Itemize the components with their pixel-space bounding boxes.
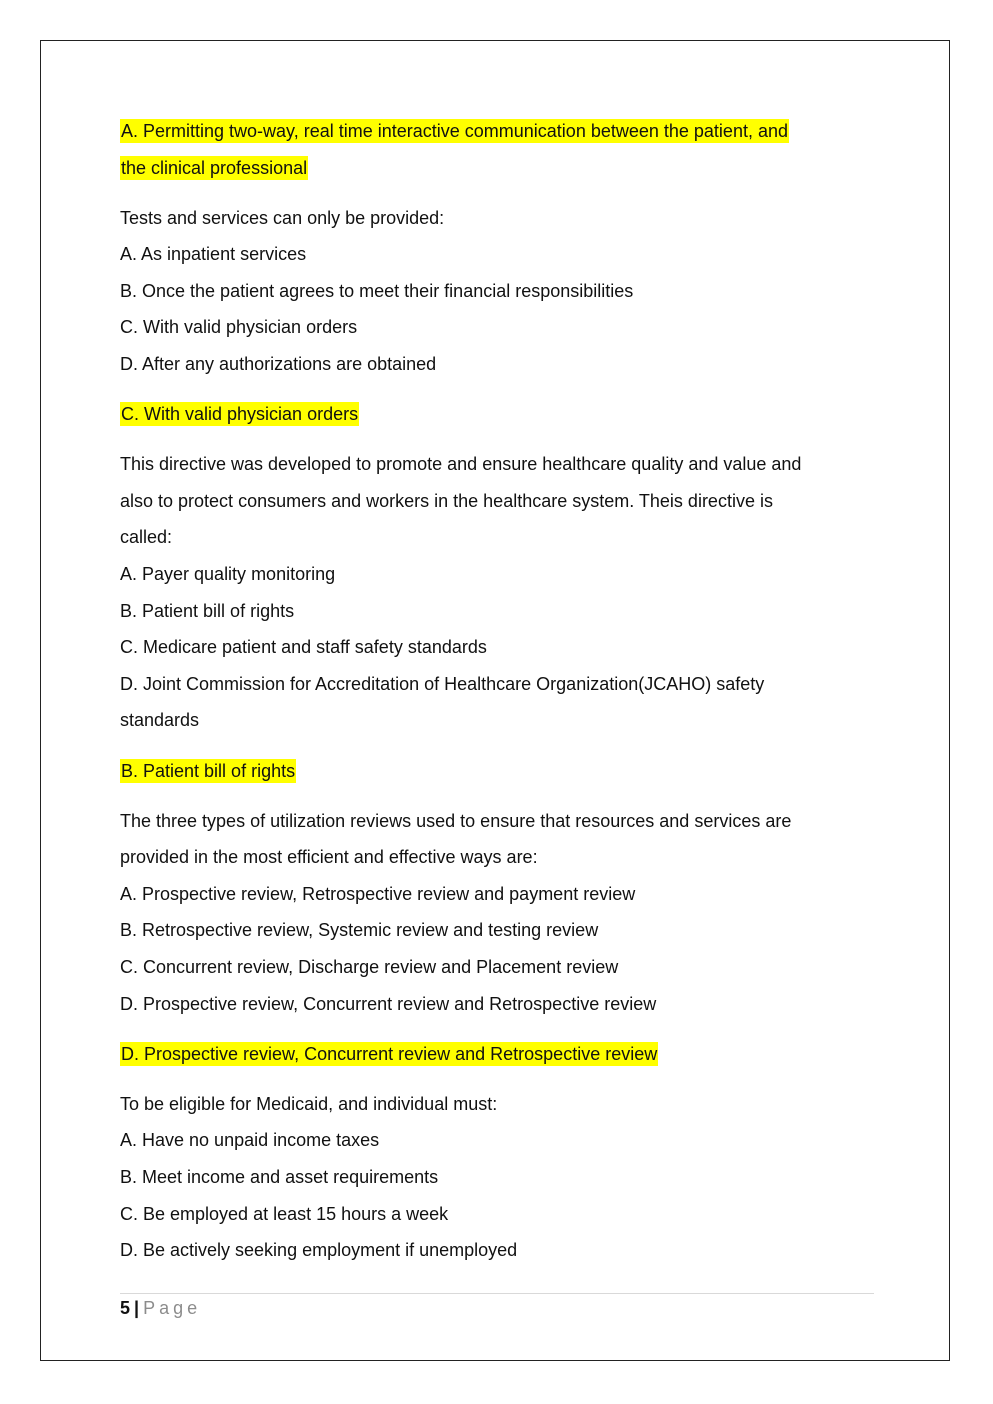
line-text: B. Once the patient agrees to meet their financial responsibilities [120,280,634,301]
line-text: D. Prospective review, Concurrent review and Retrospective review [120,993,657,1014]
paragraph-spacer [120,186,870,200]
line-text: the clinical professional [121,157,308,178]
paragraph-spacer [120,1022,870,1036]
line-text: B. Patient bill of rights [120,600,295,621]
text-line [120,346,870,383]
line-text: D. Be actively seeking employment if unemployed [120,1240,518,1261]
line-text: This directive was developed to promote and ensure healthcare quality and value and [120,454,802,475]
line-text: Tests and services can only be provided: [120,207,445,228]
text-line [120,273,870,310]
text-line [120,839,870,876]
highlighted-answer-line [120,1036,870,1073]
line-text: D. Prospective review, Concurrent review and Retrospective review [121,1043,658,1064]
line-text: A. Prospective review, Retrospective review and payment review [120,883,636,904]
text-line [120,1232,870,1269]
line-text: C. Be employed at least 15 hours a week [120,1203,449,1224]
paragraph-spacer [120,1072,870,1086]
line-text: B. Patient bill of rights [121,760,296,781]
text-line [120,666,870,703]
text-line [120,629,870,666]
highlighted-answer-line [120,396,870,433]
footer-separator: | [134,1298,140,1318]
line-text: provided in the most efficient and effective ways are: [120,847,538,868]
line-text: also to protect consumers and workers in the healthcare system. Theis directive is [120,490,773,511]
line-text: B. Retrospective review, Systemic review and testing review [120,920,599,941]
text-line [120,1086,870,1123]
highlighted-answer-line [120,113,870,150]
line-text: called: [120,527,173,548]
text-line [120,483,870,520]
text-line [120,556,870,593]
line-text: A. As inpatient services [120,244,307,265]
text-line [120,200,870,237]
paragraph-spacer [120,789,870,803]
line-text: C. Medicare patient and staff safety standards [120,637,487,658]
line-text: C. With valid physician orders [121,404,359,425]
footer-divider [120,1293,874,1294]
text-line [120,986,870,1023]
line-text: standards [120,710,200,731]
text-line [120,446,870,483]
page-number: 5 [120,1298,131,1318]
line-text: D. After any authorizations are obtained [120,354,437,375]
line-text: D. Joint Commission for Accreditation of Healthcare Organization(JCAHO) safety [120,673,765,694]
text-line [120,236,870,273]
text-line [120,702,870,739]
text-line [120,949,870,986]
line-text: C. Concurrent review, Discharge review and Placement review [120,956,619,977]
paragraph-spacer [120,383,870,397]
paragraph-spacer [120,739,870,753]
text-line [120,309,870,346]
text-line [120,876,870,913]
page-footer [120,1296,201,1320]
page-label: Page [143,1298,202,1318]
line-text: To be eligible for Medicaid, and individual must: [120,1093,498,1114]
paragraph-spacer [120,433,870,447]
text-line [120,803,870,840]
text-line [120,1122,870,1159]
line-text: The three types of utilization reviews used to ensure that resources and services are [120,810,792,831]
line-text: B. Meet income and asset requirements [120,1166,439,1187]
line-text: A. Permitting two-way, real time interactive communication between the patient, and [121,121,788,141]
text-line [120,519,870,556]
line-text: C. With valid physician orders [120,317,358,338]
highlighted-answer-line [120,150,870,187]
line-text: A. Have no unpaid income taxes [120,1130,380,1151]
line-text: A. Payer quality monitoring [120,564,336,585]
document-body [120,113,870,1269]
text-line [120,912,870,949]
text-line [120,1196,870,1233]
highlighted-answer-line [120,753,870,790]
text-line [120,1159,870,1196]
text-line [120,593,870,630]
